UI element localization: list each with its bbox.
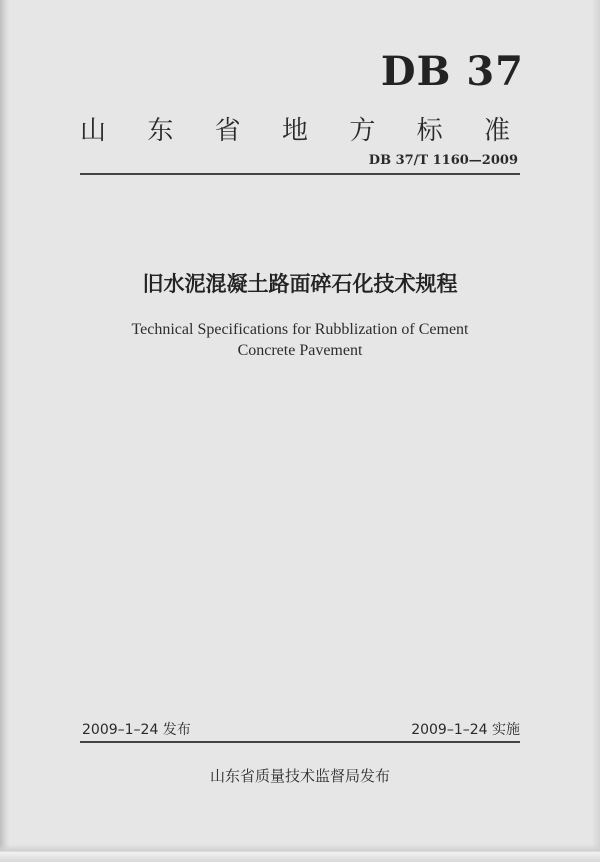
right-edge-shadow [592, 0, 600, 862]
title-chinese: 旧水泥混凝土路面碎石化技术规程 [142, 272, 458, 296]
spine-shadow [0, 0, 10, 862]
title-english-line1: Technical Specifications for Rubblization of Cement [131, 321, 469, 338]
implementation-date: 2009–1–24 实施 [411, 722, 520, 738]
issue-date: 2009–1–24 发布 [82, 722, 191, 738]
standard-type-char: 标 [416, 116, 443, 146]
standard-type-char: 山 [80, 116, 107, 146]
standard-type-char: 省 [214, 116, 241, 146]
standard-type-char: 准 [483, 116, 510, 146]
bottom-page-edge [0, 844, 600, 862]
footer-divider [80, 741, 520, 743]
publisher: 山东省质量技术监督局发布 [209, 767, 390, 785]
standard-type [80, 110, 510, 147]
db-code: DB 37 [380, 48, 524, 95]
standard-type-char: 东 [147, 116, 174, 146]
header-divider [80, 173, 520, 175]
standard-type-char: 方 [349, 116, 376, 146]
title-english-line2: Concrete Pavement [237, 342, 363, 359]
standard-number: DB 37/T 1160—2009 [368, 153, 518, 168]
standard-type-char: 地 [281, 116, 308, 146]
